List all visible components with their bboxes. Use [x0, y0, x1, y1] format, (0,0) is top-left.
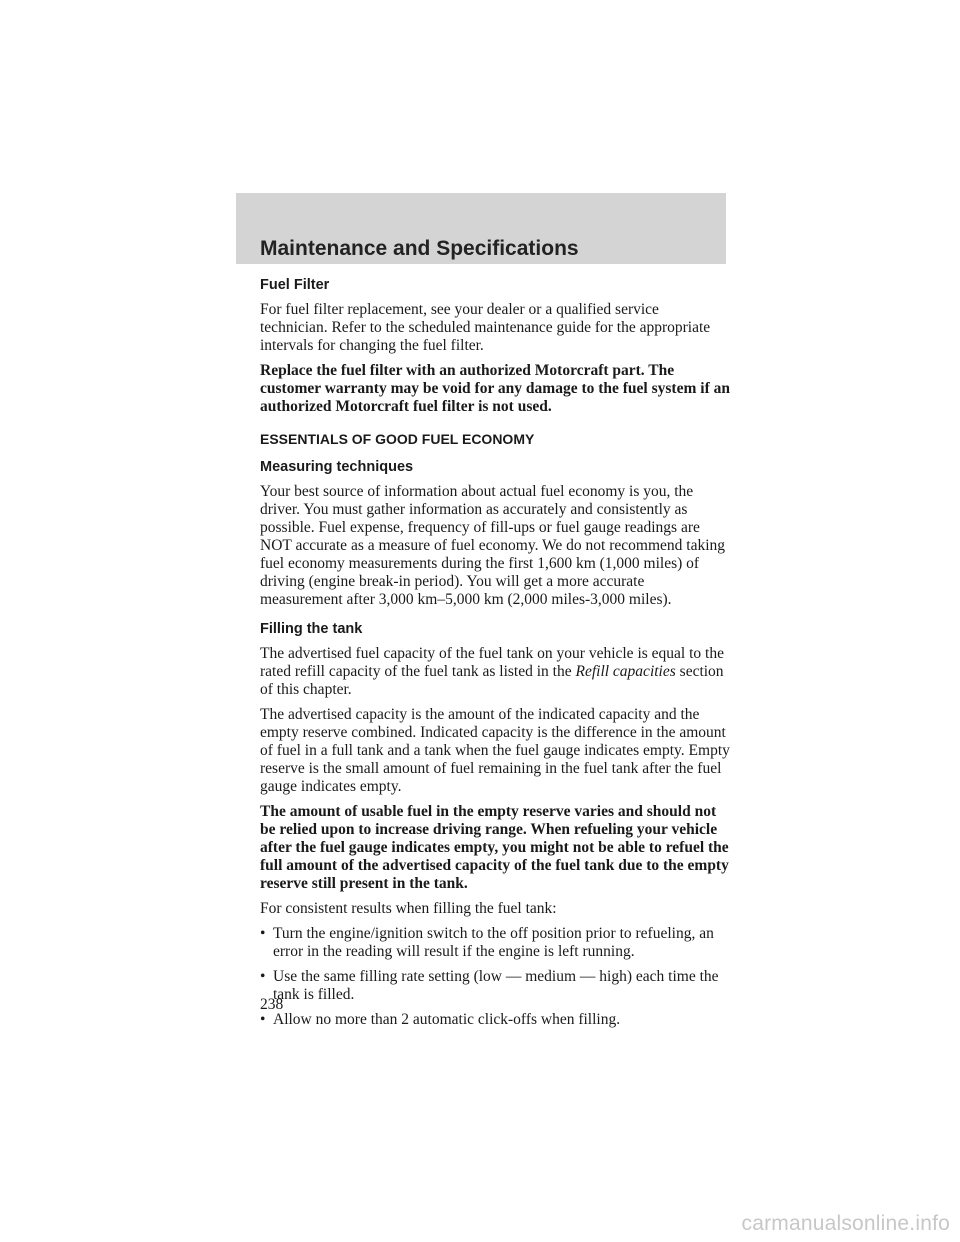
bullet-icon: •: [260, 925, 266, 942]
essentials-heading: ESSENTIALS OF GOOD FUEL ECONOMY: [260, 431, 535, 447]
page-title: Maintenance and Specifications: [260, 237, 579, 260]
filling-heading: Filling the tank: [260, 621, 363, 637]
fuel-filter-heading: Fuel Filter: [260, 277, 330, 293]
list-item-text: Allow no more than 2 automatic click-offs when filling.: [273, 1011, 621, 1028]
filling-warning: The amount of usable fuel in the empty reserve varies and should not be relied upon to increase driving range. When refueling your vehicle after the fuel gauge indicates empty, you might not be able to refuel the full amount of the advertised capacity of the fuel tank due to the empty reserve still present in the tank.: [260, 803, 729, 892]
measuring-heading: Measuring techniques: [260, 459, 414, 475]
bullet-icon: •: [260, 1011, 266, 1028]
watermark-text: carmanualsonline.info: [741, 1212, 950, 1235]
consistent-results-intro: For consistent results when filling the fuel tank:: [260, 900, 557, 917]
bullet-icon: •: [260, 968, 266, 985]
list-item: [260, 1011, 730, 1029]
filling-tips-list: [260, 925, 730, 1029]
list-item-text: Use the same filling rate setting (low — medium — high) each time the tank is filled.: [273, 968, 719, 1003]
filling-paragraph-1: [260, 645, 730, 699]
fuel-filter-paragraph: For fuel filter replacement, see your dealer or a qualified service technician. Refer to the scheduled maintenance guide for the appropriate intervals for changing the fuel filter.: [260, 301, 711, 354]
list-item: [260, 968, 730, 1004]
list-item: [260, 925, 730, 961]
filling-paragraph-1-end: section of this chapter.: [260, 663, 724, 698]
page-number: 238: [260, 996, 284, 1013]
filling-paragraph-1-start: The advertised fuel capacity of the fuel tank on your vehicle is equal to the rated refill capacity of the fuel tank as listed in the: [260, 645, 724, 680]
list-item-text: Turn the engine/ignition switch to the off position prior to refueling, an error in the reading will result if the engine is left running.: [273, 925, 714, 960]
filling-paragraph-2: The advertised capacity is the amount of the indicated capacity and the empty reserve combined. Indicated capacity is the difference in the amount of fuel in a full tank and a tank when the fuel gauge indicates empty. Empty reserve is the small amount of fuel remaining in the fuel tank after the fuel gauge indicates empty.: [260, 706, 730, 795]
fuel-filter-warning: Replace the fuel filter with an authorized Motorcraft part. The customer warranty may be void for any damage to the fuel system if an authorized Motorcraft fuel filter is not used.: [260, 362, 730, 415]
page-content: [260, 276, 730, 1036]
refill-capacities-reference: Refill capacities: [575, 663, 676, 680]
measuring-paragraph: Your best source of information about actual fuel economy is you, the driver. You must gather information as accurately and consistently as possible. Fuel expense, frequency of fill-ups or fuel gauge readings are NOT accurate as a measure of fuel economy. We do not recommend taking fuel economy measurements during the first 1,600 km (1,000 miles) of driving (engine break-in period). You will get a more accurate measurement after 3,000 km–5,000 km (2,000 miles-3,000 miles).: [260, 483, 726, 608]
